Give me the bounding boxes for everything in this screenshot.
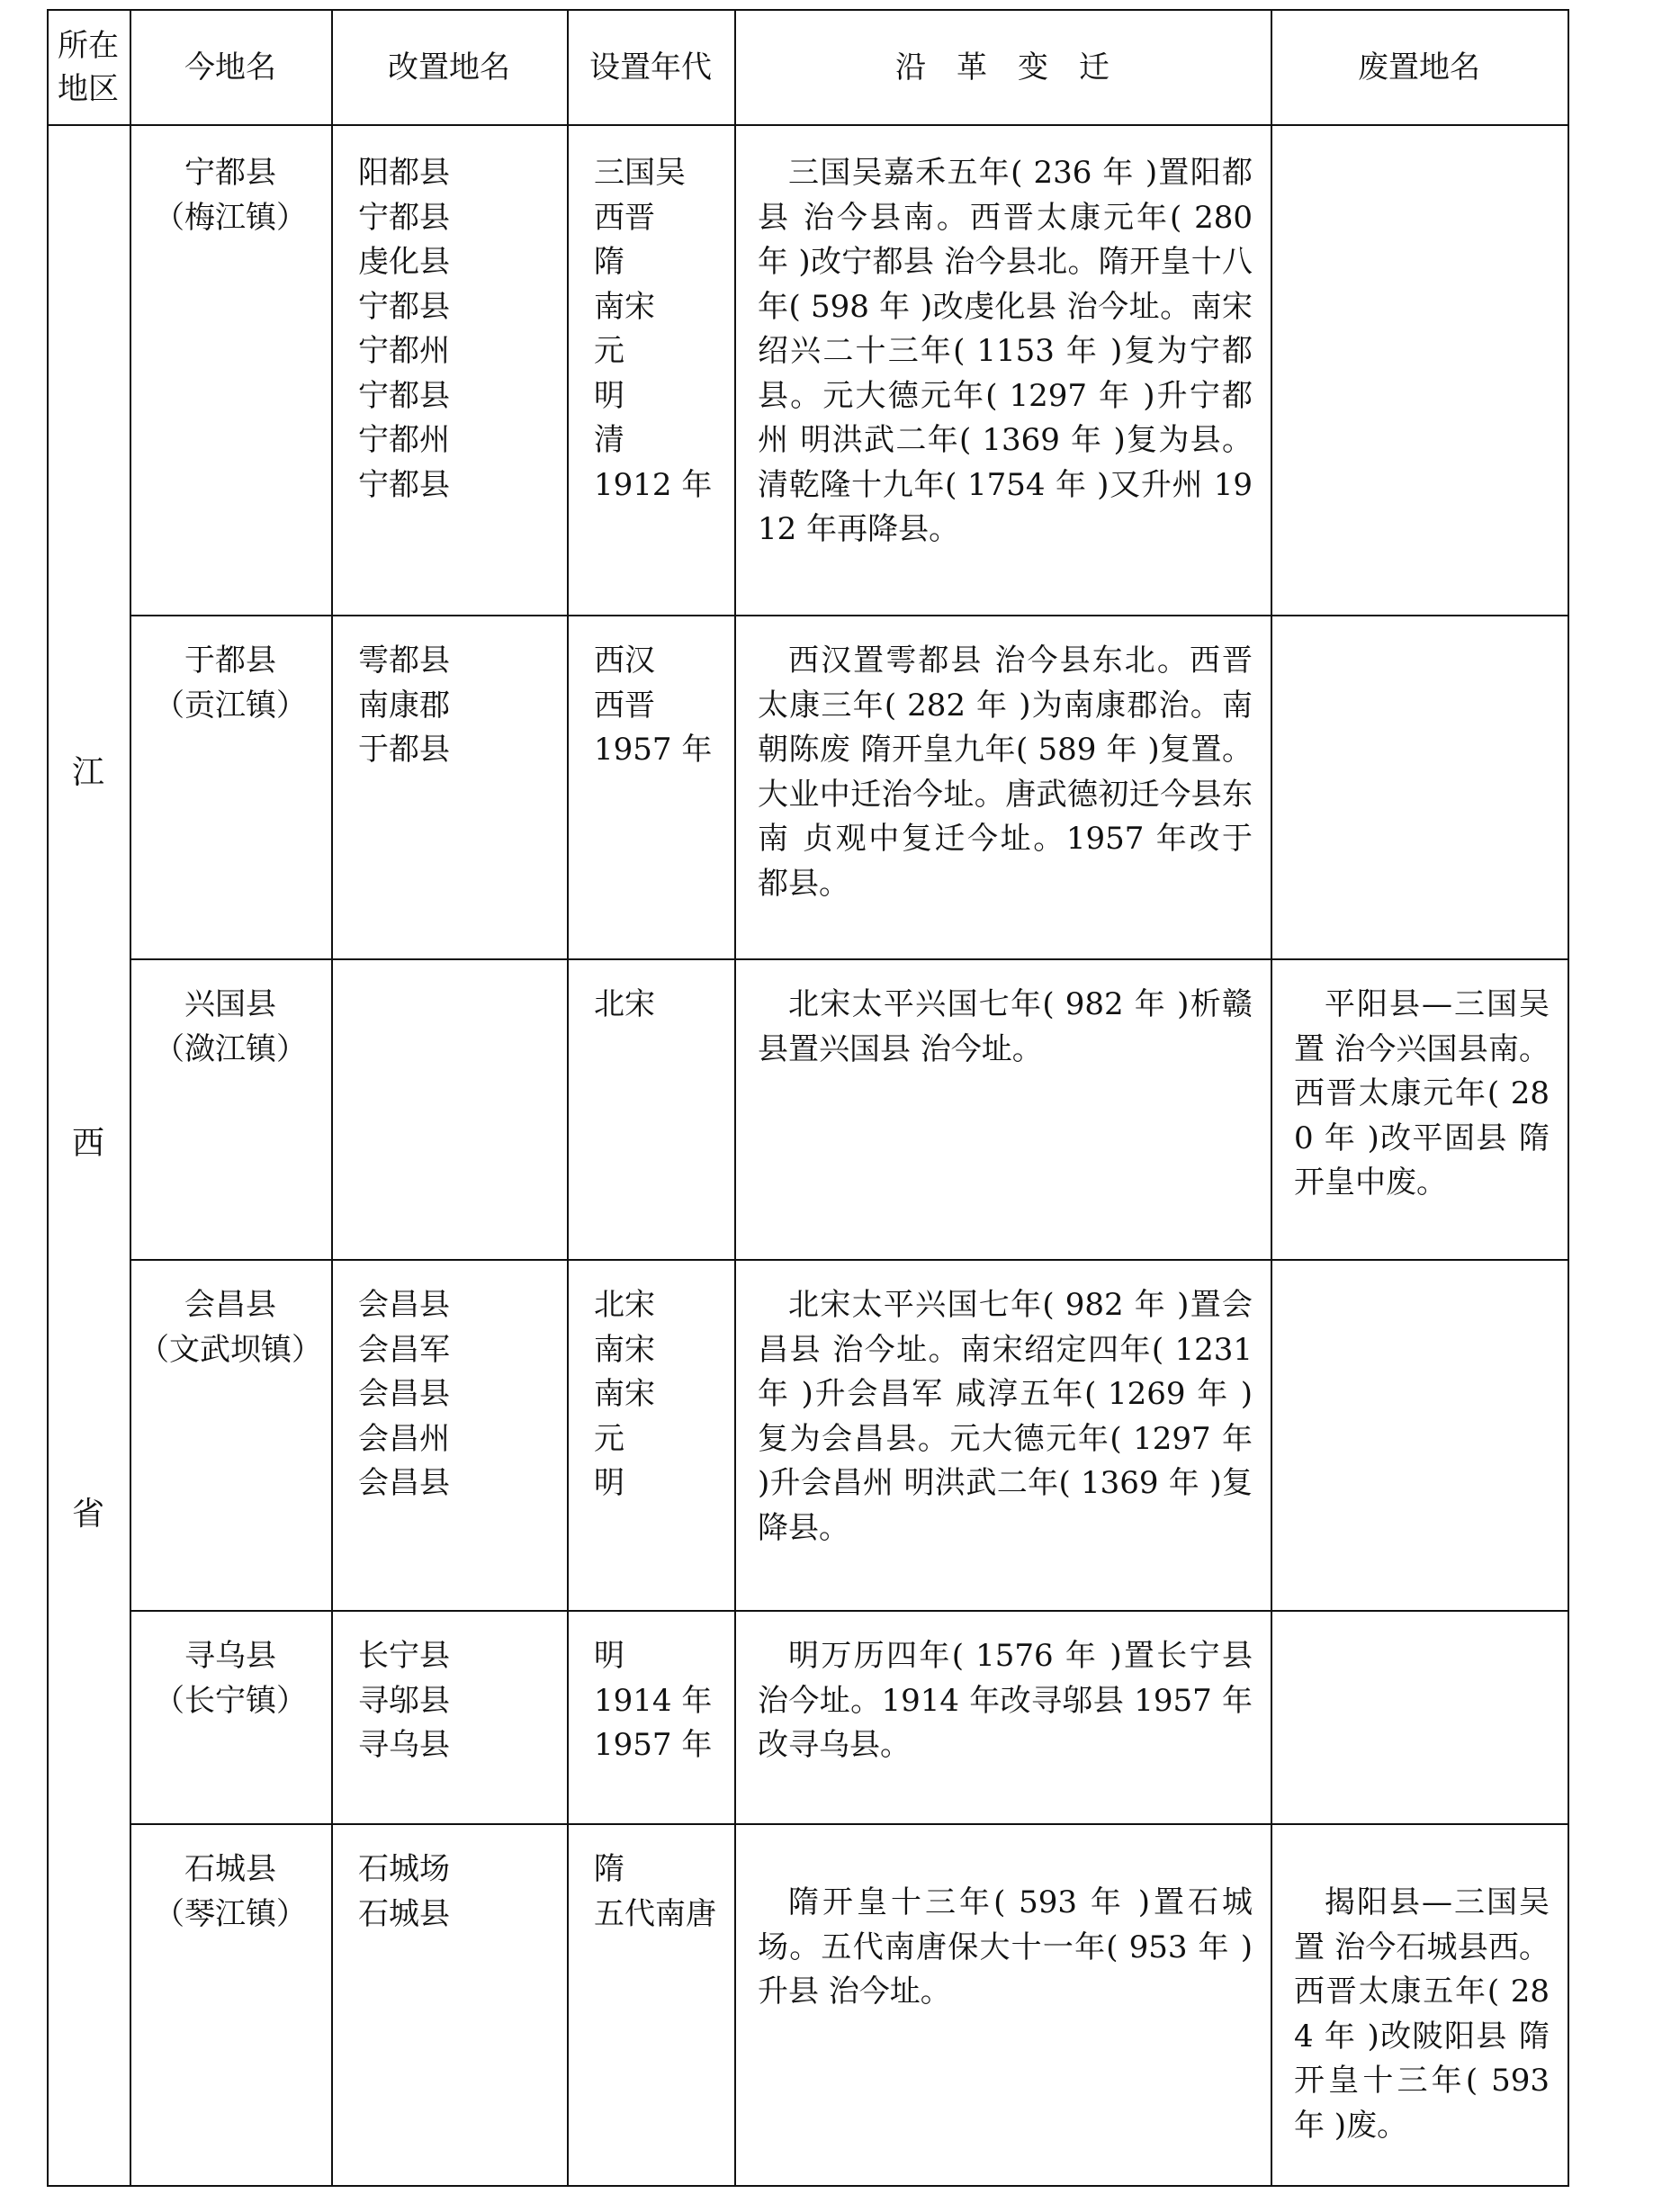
header-region: 所在 地区 [58,28,119,107]
table-row-current-name: 会昌县 （文武坝镇） [139,1287,322,1368]
table-row-current-name: 于都县 （贡江镇） [154,643,307,724]
table-row-changed-names: 长宁县 寻邬县 寻乌县 [358,1638,450,1763]
header-changed-name: 改置地名 [388,49,510,85]
region-char: 省 [71,1496,104,1533]
header-set-era: 设置年代 [589,49,712,85]
table-row-history: 三国吴嘉禾五年( 236 年 )置阳都县 治今县南。西晋太康元年( 280 年 )改宁都县 治今县北。隋开皇十八年( 598 年 )改虔化县 治今址。南宋绍兴二十三年( 1153 年 )复为宁都县。元大德元年( 1297 年 )升宁都州 明洪武二年( 1369 年 )复为县。清乾隆十九年( 1754 年 )又升州 1912 年再降县。 [758,155,1253,547]
region-char: 西 [71,1125,104,1162]
row-divider [130,615,1569,616]
table-row-current-name: 宁都县 （梅江镇） [154,155,307,236]
table-row-history: 西汉置雩都县 治今县东北。西晋太康三年( 282 年 )为南康郡治。南朝陈废 隋开皇九年( 589 年 )复置。大业中迁治今址。唐武德初迁今县东南 贞观中复迁今址。1957 年改于都县。 [758,643,1253,902]
table-row-current-name: 寻乌县 （长宁镇） [154,1638,307,1719]
table-right-border [1568,9,1569,2187]
table-row-history: 明万历四年( 1576 年 )置长宁县 治今址。1914 年改寻邬县 1957 年改寻乌县。 [758,1638,1253,1763]
row-divider [130,1823,1569,1825]
table-row-eras: 隋 五代南唐 [594,1851,716,1932]
table-row-eras: 明 1914 年 1957 年 [594,1638,713,1763]
table-row-eras: 北宋 [594,986,655,1022]
row-divider [130,1610,1569,1612]
table-row-eras: 西汉 西晋 1957 年 [594,643,713,768]
table-row-history: 隋开皇十三年( 593 年 )置石城场。五代南唐保大十一年( 953 年 )升县 治今址。 [758,1884,1253,2010]
row-divider [130,1259,1569,1261]
table-row-eras: 北宋 南宋 南宋 元 明 [594,1287,655,1501]
header-history: 沿 革 变 迁 [895,49,1109,85]
header-abolished: 废置地名 [1358,49,1480,85]
table-row-changed-names: 阳都县 宁都县 虔化县 宁都县 宁都州 宁都县 宁都州 宁都县 [358,155,450,503]
table-row-abolished: 平阳县—三国吴置 治今兴国县南。西晋太康元年( 280 年 )改平固县 隋开皇中废。 [1294,986,1550,1200]
row-divider [130,958,1569,960]
table-left-border [47,9,49,2187]
gazetteer-table [47,9,1569,2187]
column-divider [331,9,333,2187]
header-current-name: 今地名 [184,49,276,85]
table-row-changed-names: 雩都县 南康郡 于都县 [358,643,450,768]
table-row-changed-names: 石城场 石城县 [358,1851,450,1932]
table-bottom-border [47,2185,1569,2187]
table-row-current-name: 兴国县 （潋江镇） [154,986,307,1067]
table-row-history: 北宋太平兴国七年( 982 年 )置会昌县 治今址。南宋绍定四年( 1231 年 )升会昌军 咸淳五年( 1269 年 )复为会昌县。元大德元年( 1297 年 )升会昌州 明洪武二年( 1369 年 )复降县。 [758,1287,1253,1546]
column-divider [567,9,569,2187]
table-row-abolished: 揭阳县—三国吴置 治今石城县西。西晋太康五年( 284 年 )改陂阳县 隋开皇十三年( 593 年 )废。 [1294,1884,1550,2144]
region-char: 江 [71,754,104,791]
table-row-current-name: 石城县 （琴江镇） [154,1851,307,1932]
table-row-history: 北宋太平兴国七年( 982 年 )析赣县置兴国县 治今址。 [758,986,1253,1067]
header-bottom-border [47,124,1569,126]
table-row-changed-names: 会昌县 会昌军 会昌县 会昌州 会昌县 [358,1287,450,1501]
table-row-eras: 三国吴 西晋 隋 南宋 元 明 清 1912 年 [594,155,713,503]
